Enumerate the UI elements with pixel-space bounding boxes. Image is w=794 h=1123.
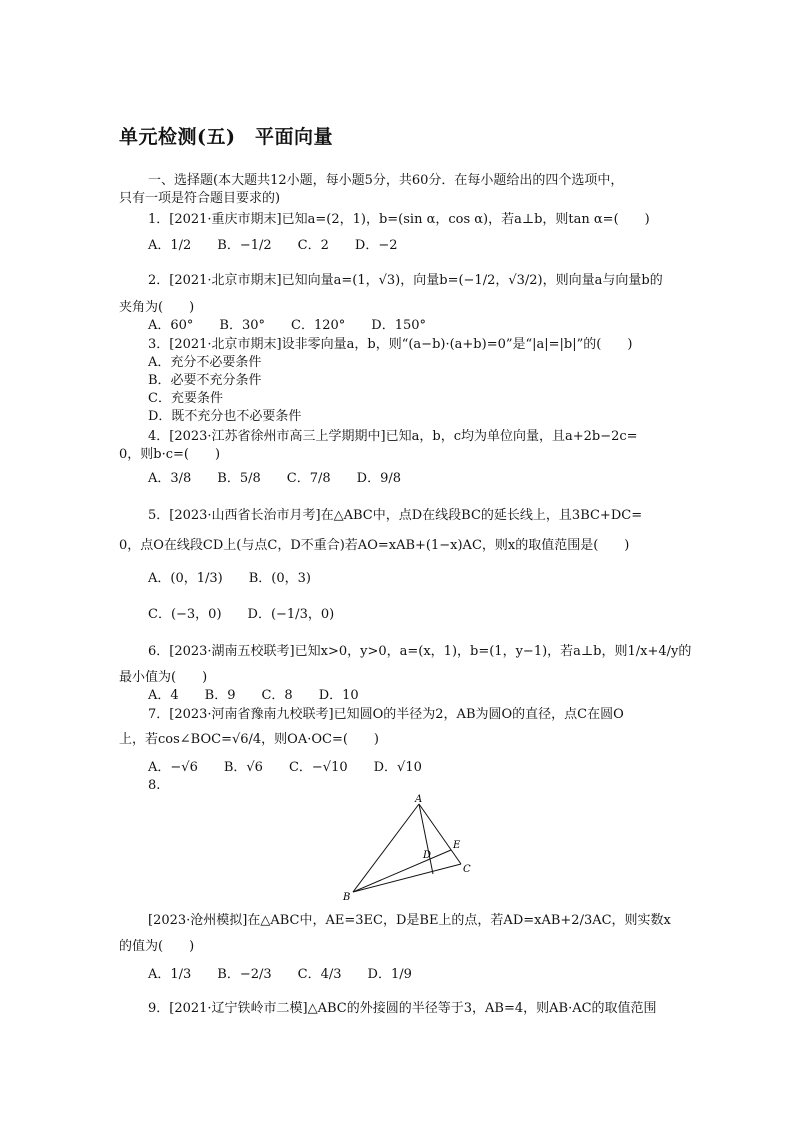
question-5-options-cd: C．(−3，0) D．(−1/3，0) bbox=[148, 607, 335, 622]
question-2: 2．[2021·北京市期末]已知向量a=(1，√3)，向量b=(−1/2，√3/2)，则向量a与向量b的 bbox=[148, 273, 663, 288]
label-d: D bbox=[423, 850, 432, 861]
section-intro-cont: 只有一项是符合题目要求的) bbox=[119, 191, 281, 206]
question-8-cont: 的值为( ) bbox=[119, 939, 195, 954]
question-8-options: A．1/3 B．−2/3 C．4/3 D．1/9 bbox=[148, 967, 412, 982]
question-5: 5．[2023·山西省长治市月考]在△ABC中，点D在线段BC的延长线上，且3BC+DC= bbox=[148, 508, 643, 523]
question-5-cont: 0，点O在线段CD上(与点C，D不重合)若AO=xAB+(1−x)AC，则x的取值范围是( ) bbox=[119, 538, 630, 553]
label-a: A bbox=[415, 794, 423, 805]
question-4-options: A．3/8 B．5/8 C．7/8 D．9/8 bbox=[148, 471, 401, 486]
question-7-options: A．−√6 B．√6 C．−√10 D．√10 bbox=[148, 760, 422, 775]
question-3-option-a: A．充分不必要条件 bbox=[148, 355, 262, 370]
question-6: 6．[2023·湖南五校联考]已知x>0，y>0，a=(x，1)，b=(1，y−1)，若a⊥b，则1/x+4/y的 bbox=[148, 644, 692, 659]
page-title: 单元检测(五) 平面向量 bbox=[119, 126, 333, 148]
label-c: C bbox=[463, 864, 471, 875]
question-5-options-ab: A．(0，1/3) B．(0，3) bbox=[148, 571, 311, 586]
question-2-cont: 夹角为( ) bbox=[119, 300, 195, 315]
question-8-number: 8. bbox=[148, 778, 161, 793]
section-intro: 一、选择题(本大题共12小题，每小题5分，共60分．在每小题给出的四个选项中， bbox=[148, 173, 624, 188]
question-9: 9．[2021·辽宁铁岭市二模]△ABC的外接圆的半径等于3，AB=4，则AB·AC的取值范围 bbox=[148, 1001, 657, 1016]
question-4-cont: 0，则b·c=( ) bbox=[119, 447, 221, 462]
question-8: [2023·沧州模拟]在△ABC中，AE=3EC，D是BE上的点，若AD=xAB+2/3AC，则实数x bbox=[148, 913, 671, 928]
edge-bc bbox=[353, 864, 461, 892]
question-3-option-c: C．充要条件 bbox=[148, 391, 223, 406]
triangle-figure bbox=[335, 792, 485, 904]
question-3-option-b: B．必要不充分条件 bbox=[148, 373, 262, 388]
question-1: 1．[2021·重庆市期末]已知a=(2，1)，b=(sin α，cos α)，若a⊥b，则tan α=( ) bbox=[148, 212, 650, 227]
question-3-option-d: D．既不充分也不必要条件 bbox=[148, 409, 302, 424]
label-b: B bbox=[343, 892, 351, 903]
question-6-options: A．4 B．9 C．8 D．10 bbox=[148, 688, 359, 703]
question-7: 7．[2023·河南省豫南九校联考]已知圆O的半径为2，AB为圆O的直径，点C在圆O bbox=[148, 707, 624, 722]
label-e: E bbox=[453, 840, 461, 851]
question-4: 4．[2023·江苏省徐州市高三上学期期中]已知a，b，c均为单位向量，且a+2b−2c= bbox=[148, 429, 638, 444]
question-2-options: A．60° B．30° C．120° D．150° bbox=[148, 318, 427, 333]
question-1-options: A．1/2 B．−1/2 C．2 D．−2 bbox=[148, 238, 398, 253]
question-3: 3．[2021·北京市期末]设非零向量a，b，则“(a−b)·(a+b)=0”是“|a|=|b|”的( ) bbox=[148, 337, 633, 352]
segment-be bbox=[353, 850, 451, 892]
question-7-cont: 上，若cos∠BOC=√6/4，则OA·OC=( ) bbox=[119, 732, 379, 747]
edge-ab bbox=[353, 804, 419, 892]
question-6-cont: 最小值为( ) bbox=[119, 670, 208, 685]
